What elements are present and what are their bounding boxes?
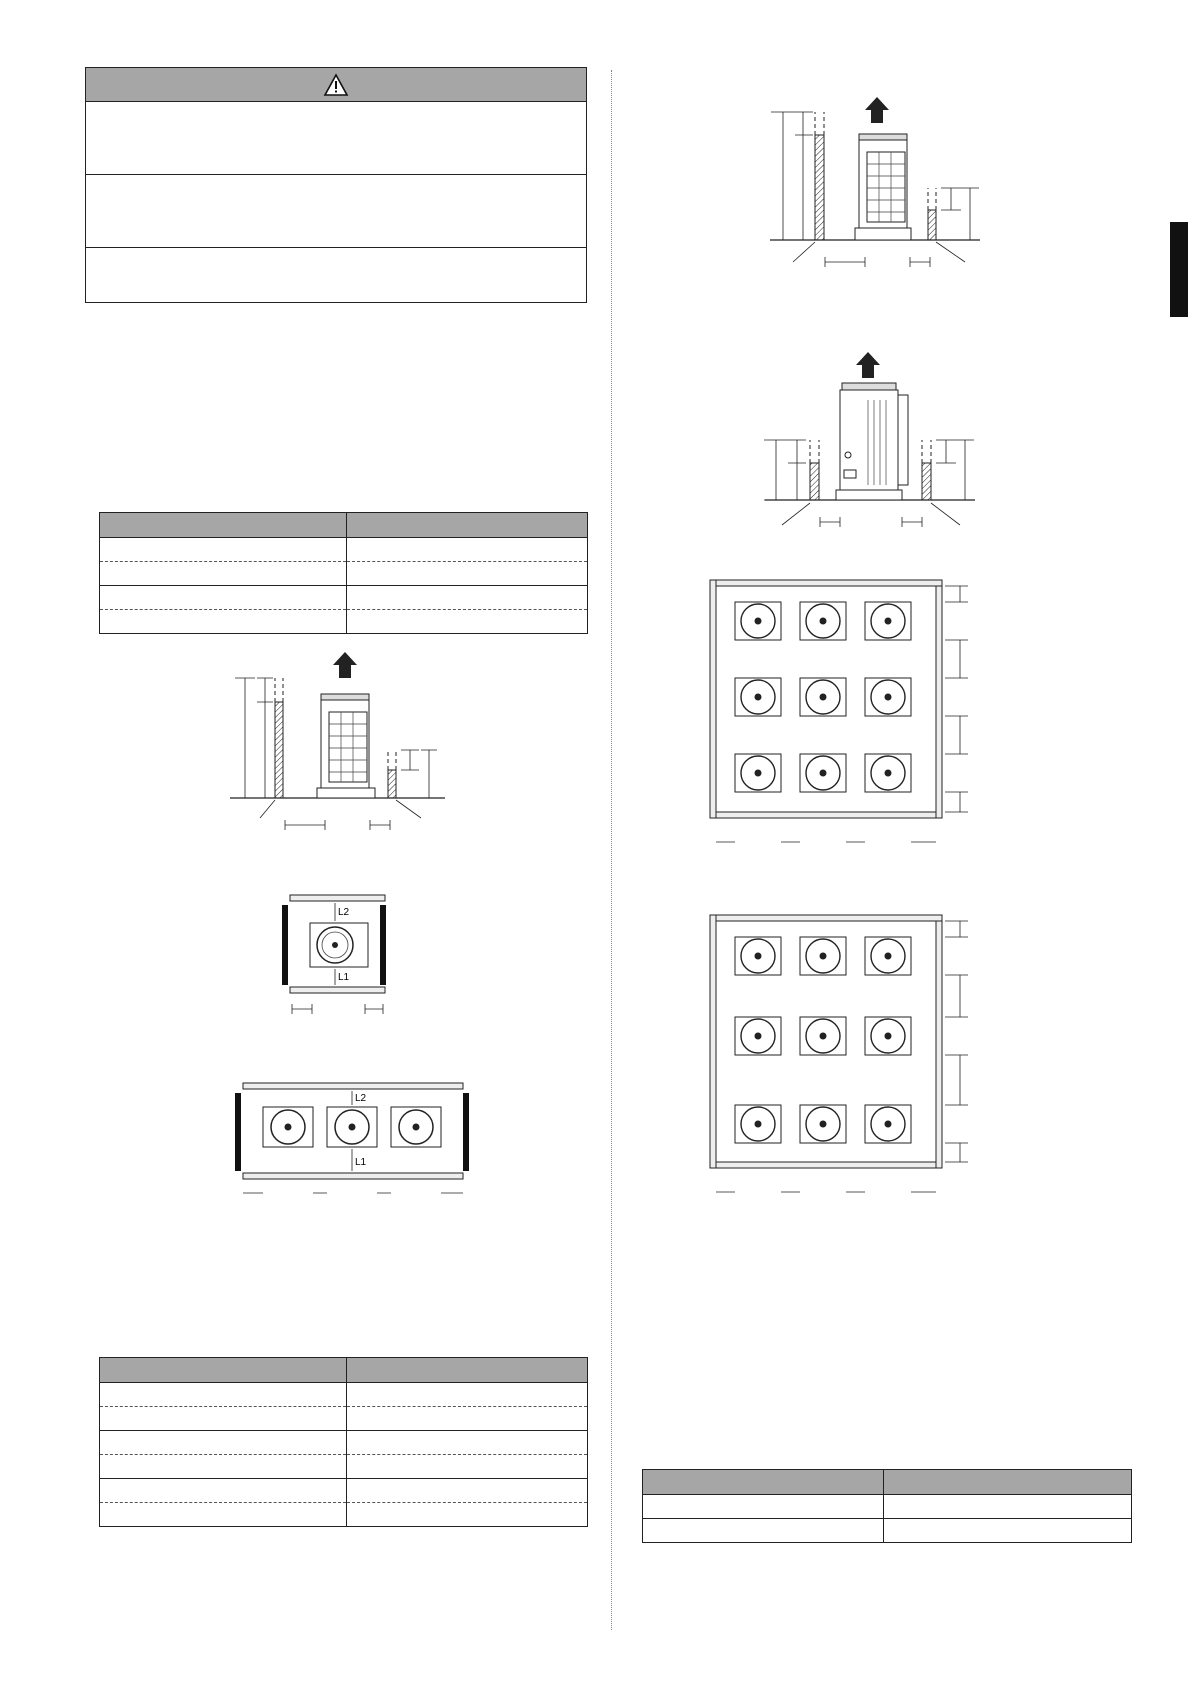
table-cell — [347, 1479, 588, 1503]
table-cell — [884, 1519, 1132, 1543]
table-cell — [100, 1407, 347, 1431]
table-header — [643, 1470, 884, 1495]
table-cell — [347, 1431, 588, 1455]
table-cell — [884, 1495, 1132, 1519]
table-header — [347, 1358, 588, 1383]
table-header — [884, 1470, 1132, 1495]
lower-clearance-label: L1 — [355, 1157, 367, 1168]
grid-layout-figure-1 — [710, 580, 980, 850]
table-cell — [347, 1503, 588, 1527]
side-tab — [1170, 222, 1188, 317]
table-cell — [347, 562, 588, 586]
table-cell — [643, 1495, 884, 1519]
table-cell — [347, 1455, 588, 1479]
table-cell — [347, 1407, 588, 1431]
elevation-figure-right-2 — [760, 345, 990, 530]
airflow-arrow-icon — [333, 652, 357, 678]
grid-layout-figure-2 — [710, 915, 980, 1205]
table-cell — [347, 586, 588, 610]
warning-triangle-icon — [324, 74, 348, 96]
table-cell — [100, 538, 347, 562]
warning-row — [86, 175, 586, 248]
clearance-table-3 — [642, 1469, 1132, 1543]
table-cell — [100, 586, 347, 610]
table-cell — [100, 1455, 347, 1479]
table-cell — [100, 610, 347, 634]
table-cell — [100, 562, 347, 586]
outdoor-unit — [263, 1107, 313, 1147]
table-cell — [347, 538, 588, 562]
elevation-figure-right-1 — [765, 110, 995, 290]
top-view-figure-single — [280, 895, 400, 1025]
warning-box — [85, 67, 587, 303]
table-cell — [643, 1519, 884, 1543]
upper-clearance-label: L2 — [355, 1093, 367, 1104]
table-cell — [100, 1383, 347, 1407]
table-header — [100, 1358, 347, 1383]
outdoor-unit — [391, 1107, 441, 1147]
airflow-arrow-icon — [856, 352, 880, 378]
table-cell — [100, 1479, 347, 1503]
table-header — [347, 513, 588, 538]
outdoor-unit — [327, 1107, 377, 1147]
lower-clearance-label: L1 — [338, 972, 350, 983]
table-header — [100, 513, 347, 538]
elevation-figure-single — [225, 660, 455, 845]
clearance-table-2 — [99, 1357, 588, 1527]
clearance-table-1 — [99, 512, 588, 634]
table-cell — [347, 1383, 588, 1407]
upper-clearance-label: L2 — [338, 907, 350, 918]
warning-row — [86, 102, 586, 175]
table-cell — [100, 1503, 347, 1527]
warning-row — [86, 248, 586, 303]
table-cell — [100, 1431, 347, 1455]
table-cell — [347, 610, 588, 634]
airflow-arrow-icon — [865, 97, 889, 123]
warning-header — [86, 68, 586, 102]
top-view-figure-row — [235, 1083, 470, 1203]
column-divider — [611, 70, 612, 1630]
